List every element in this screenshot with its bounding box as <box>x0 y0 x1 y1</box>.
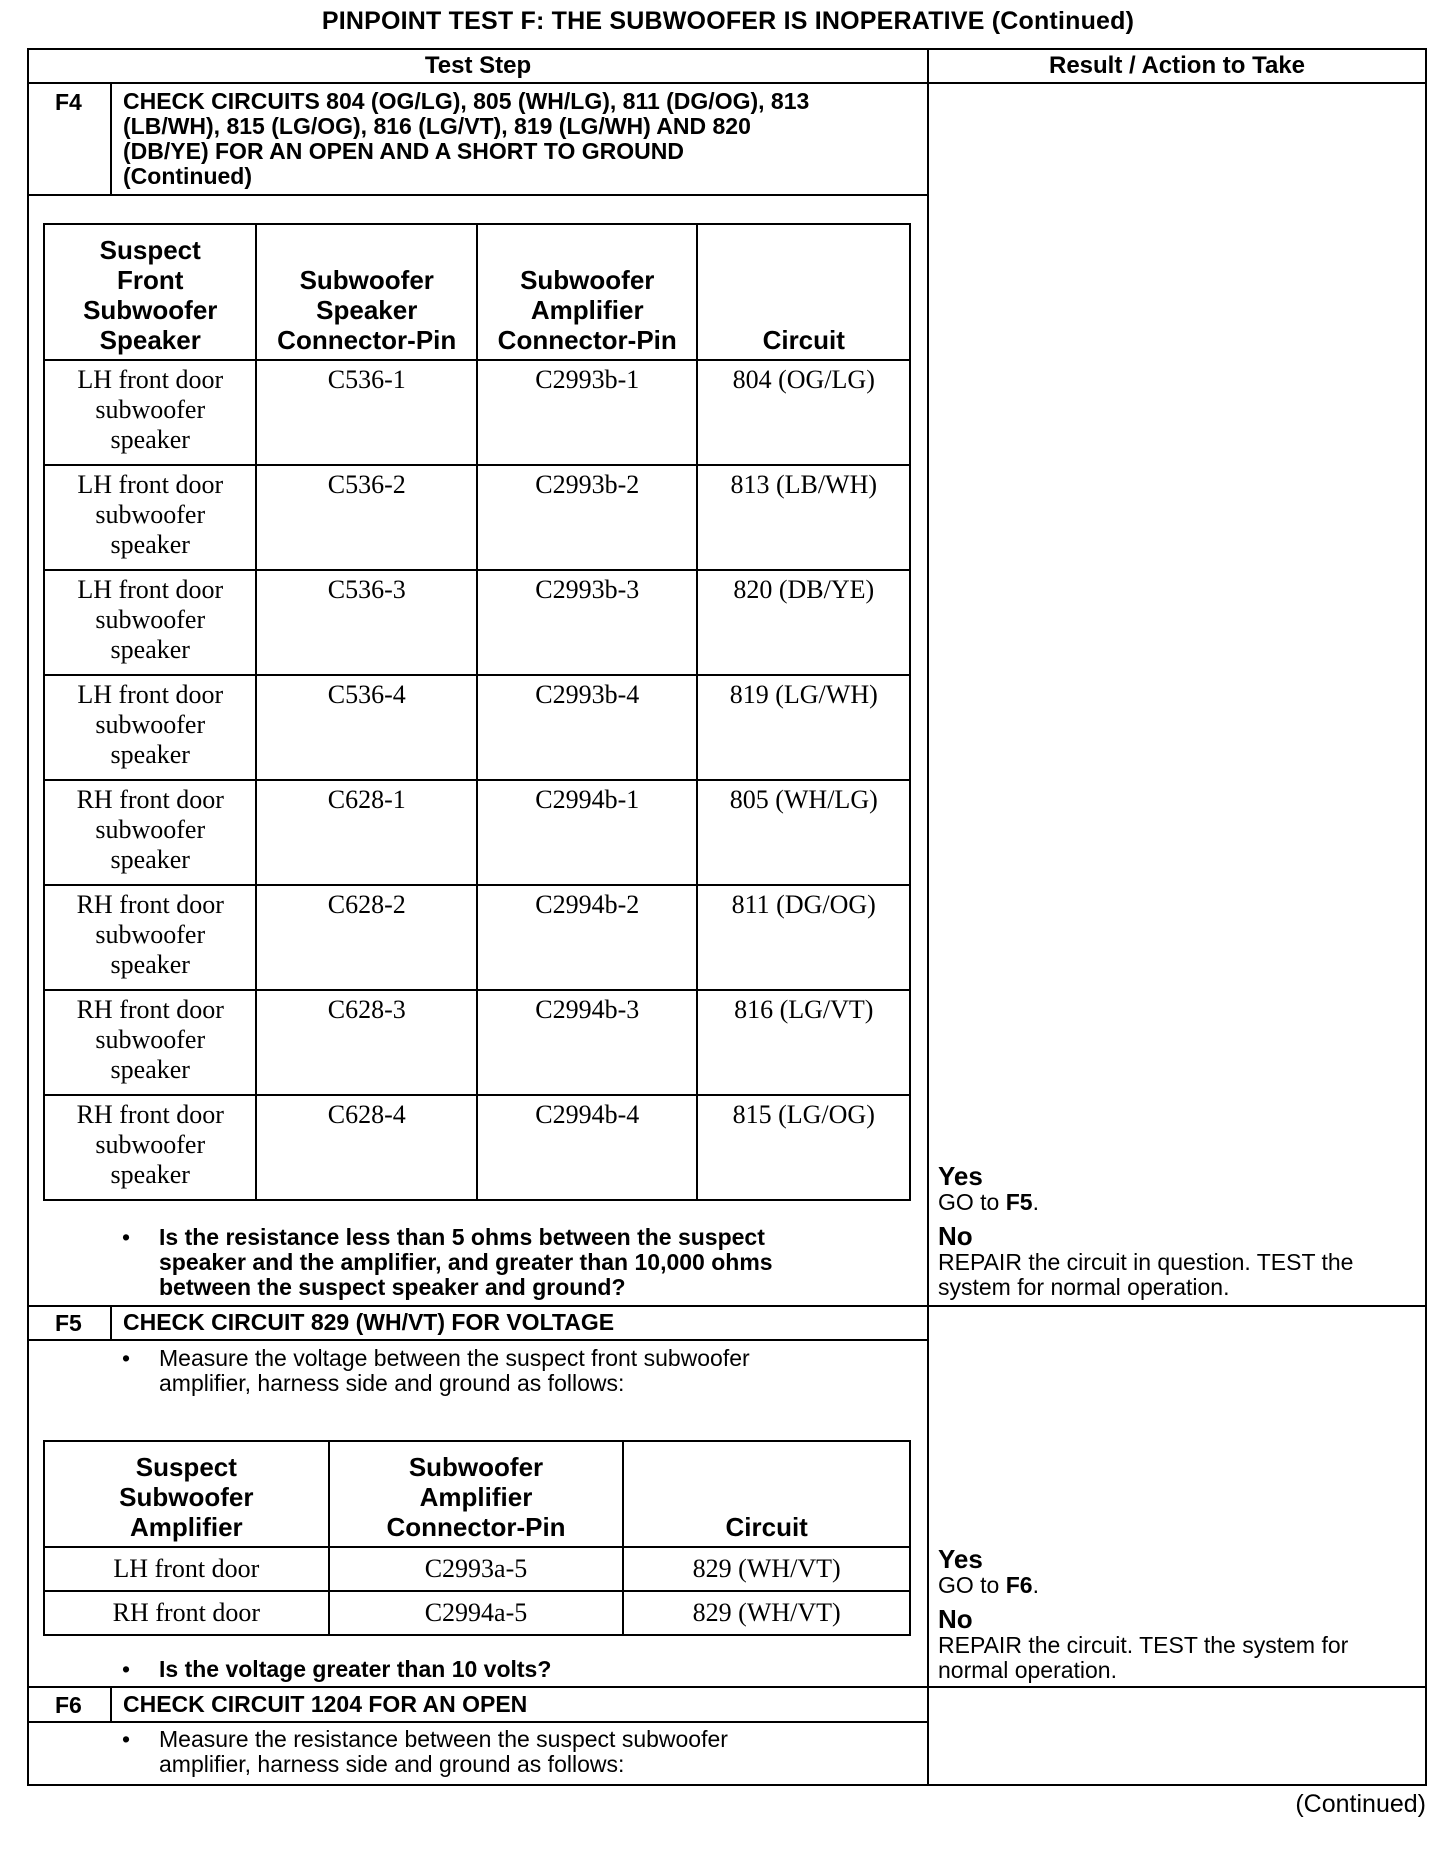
cell-amp-pin: C2993b-1 <box>477 360 698 465</box>
cell-amp-pin: C2993b-4 <box>477 675 698 780</box>
cell-circuit: 820 (DB/YE) <box>697 570 910 675</box>
col-header-suspect-amplifier: Suspect Subwoofer Amplifier <box>44 1441 329 1547</box>
col-header-circuit: Circuit <box>623 1441 910 1547</box>
col-header-suspect-speaker: Suspect Front Subwoofer Speaker <box>44 224 256 360</box>
cell-amp-pin: C2994b-3 <box>477 990 698 1095</box>
cell-speaker-pin: C536-2 <box>256 465 477 570</box>
step-number-f4: F4 <box>55 89 82 115</box>
cell-speaker: RH front door subwoofer speaker <box>44 990 256 1095</box>
header-divider <box>27 82 1427 84</box>
cell-circuit: 829 (WH/VT) <box>623 1591 910 1635</box>
cell-amp-pin: C2994b-4 <box>477 1095 698 1200</box>
cell-amp-pin: C2994b-2 <box>477 885 698 990</box>
table-row <box>44 990 910 1095</box>
cell-speaker-pin: C628-1 <box>256 780 477 885</box>
cell-speaker: RH front door subwoofer speaker <box>44 780 256 885</box>
yes-label: Yes <box>938 1161 983 1191</box>
section-divider-f5 <box>27 1305 1427 1307</box>
table-row <box>44 570 910 675</box>
yes-label: Yes <box>938 1544 983 1574</box>
step-number-f6: F6 <box>55 1692 82 1718</box>
step-title-f4: CHECK CIRCUITS 804 (OG/LG), 805 (WH/LG), 811 (DG/OG), 813 (LB/WH), 815 (LG/OG), 816 (LG/VT), 819 (LG/WH) AND 820 (DB/YE) FOR AN OPEN AND A SHORT TO GROUND (Continued) <box>123 88 810 189</box>
goto-f5-link[interactable]: F5 <box>1005 1189 1033 1215</box>
goto-f6-link[interactable]: F6 <box>1005 1572 1033 1598</box>
header-test-step: Test Step <box>424 52 532 79</box>
table-row <box>44 885 910 990</box>
cell-circuit: 805 (WH/LG) <box>697 780 910 885</box>
cell-amplifier: LH front door <box>44 1547 329 1591</box>
f4-no-result: No REPAIR the circuit in question. TEST the system for normal operation. <box>938 1221 1354 1300</box>
col-header-amplifier-pin: Subwoofer Amplifier Connector-Pin <box>477 224 698 360</box>
step-divider <box>110 1686 112 1723</box>
cell-speaker: RH front door subwoofer speaker <box>44 885 256 990</box>
cell-amp-pin: C2993a-5 <box>329 1547 624 1591</box>
col-header-amplifier-pin: Subwoofer Amplifier Connector-Pin <box>329 1441 624 1547</box>
cell-circuit: 819 (LG/WH) <box>697 675 910 780</box>
cell-speaker: LH front door subwoofer speaker <box>44 465 256 570</box>
cell-circuit: 813 (LB/WH) <box>697 465 910 570</box>
cell-speaker-pin: C536-3 <box>256 570 477 675</box>
cell-speaker: LH front door subwoofer speaker <box>44 570 256 675</box>
cell-speaker-pin: C536-1 <box>256 360 477 465</box>
f5-voltage-table <box>43 1440 911 1636</box>
table-header-row <box>44 1441 910 1547</box>
cell-speaker-pin: C536-4 <box>256 675 477 780</box>
column-divider <box>927 48 929 1786</box>
f4-yes-result: Yes GO to F5. <box>938 1161 1039 1215</box>
table-row <box>44 1591 910 1635</box>
section-divider-f6 <box>27 1686 1427 1688</box>
f5-no-result: No REPAIR the circuit. TEST the system for normal operation. <box>938 1604 1349 1683</box>
cell-circuit: 829 (WH/VT) <box>623 1547 910 1591</box>
cell-speaker-pin: C628-4 <box>256 1095 477 1200</box>
cell-speaker: RH front door subwoofer speaker <box>44 1095 256 1200</box>
cell-amp-pin: C2994a-5 <box>329 1591 624 1635</box>
cell-amplifier: RH front door <box>44 1591 329 1635</box>
step-number-f5: F5 <box>55 1310 82 1336</box>
table-row <box>44 780 910 885</box>
no-label: No <box>938 1221 973 1251</box>
table-row <box>44 360 910 465</box>
step-title-f5: CHECK CIRCUIT 829 (WH/VT) FOR VOLTAGE <box>123 1309 615 1335</box>
continued-label: (Continued) <box>1295 1790 1426 1818</box>
step-title-divider <box>27 1339 929 1341</box>
no-label: No <box>938 1604 973 1634</box>
step-divider <box>110 1305 112 1341</box>
table-row <box>44 1095 910 1200</box>
cell-circuit: 811 (DG/OG) <box>697 885 910 990</box>
cell-circuit: 804 (OG/LG) <box>697 360 910 465</box>
cell-speaker: LH front door subwoofer speaker <box>44 360 256 465</box>
col-header-speaker-pin: Subwoofer Speaker Connector-Pin <box>256 224 477 360</box>
table-row <box>44 465 910 570</box>
cell-speaker-pin: C628-3 <box>256 990 477 1095</box>
col-header-circuit: Circuit <box>697 224 910 360</box>
step-title-f6: CHECK CIRCUIT 1204 FOR AN OPEN <box>123 1691 528 1717</box>
f5-yes-result: Yes GO to F6. <box>938 1544 1039 1598</box>
f4-circuit-table <box>43 223 911 1201</box>
cell-speaker-pin: C628-2 <box>256 885 477 990</box>
step-divider <box>110 82 112 196</box>
cell-circuit: 816 (LG/VT) <box>697 990 910 1095</box>
cell-speaker: LH front door subwoofer speaker <box>44 675 256 780</box>
cell-amp-pin: C2994b-1 <box>477 780 698 885</box>
cell-amp-pin: C2993b-2 <box>477 465 698 570</box>
step-title-divider <box>27 194 929 196</box>
table-header-row <box>44 224 910 360</box>
page-title: PINPOINT TEST F: THE SUBWOOFER IS INOPERATIVE (Continued) <box>321 7 1135 35</box>
table-row <box>44 1547 910 1591</box>
table-row <box>44 675 910 780</box>
cell-amp-pin: C2993b-3 <box>477 570 698 675</box>
header-result: Result / Action to Take <box>1048 52 1306 79</box>
cell-circuit: 815 (LG/OG) <box>697 1095 910 1200</box>
step-title-divider <box>27 1721 929 1723</box>
